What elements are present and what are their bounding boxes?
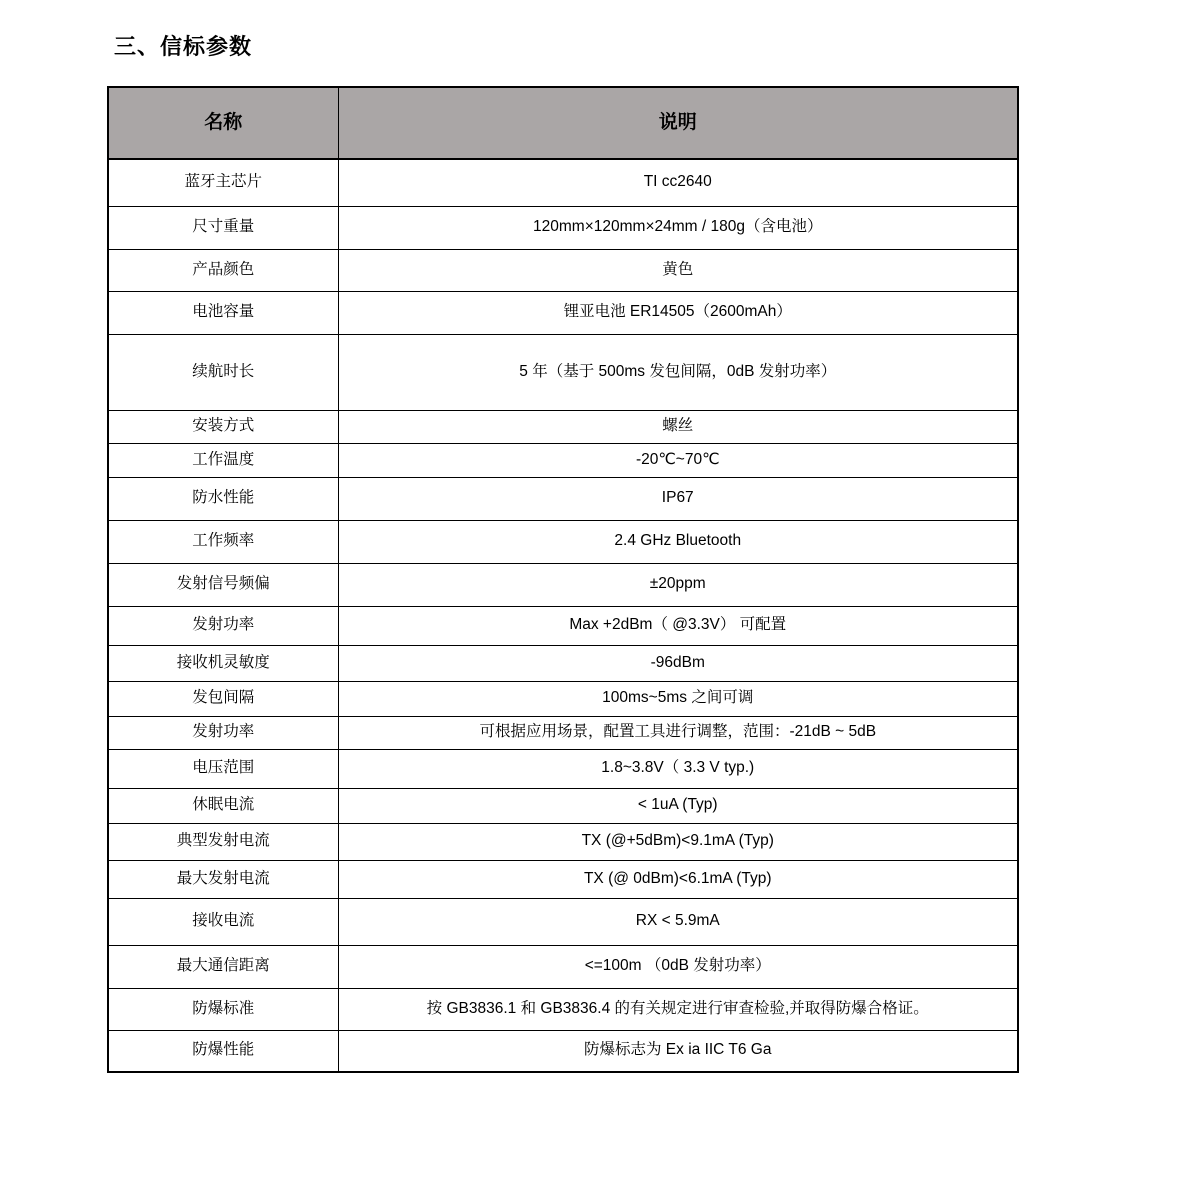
param-name-cell: 典型发射电流 [108, 823, 338, 860]
param-name-cell: 续航时长 [108, 334, 338, 410]
param-value-cell: 1.8~3.8V（ 3.3 V typ.) [338, 749, 1018, 788]
table-row [108, 860, 1018, 898]
table-row [108, 477, 1018, 520]
table-row [108, 520, 1018, 563]
table-row [108, 249, 1018, 291]
param-name-cell: 发射信号频偏 [108, 563, 338, 606]
table-row [108, 945, 1018, 988]
param-name-cell: 发射功率 [108, 716, 338, 749]
param-value-cell: 100ms~5ms 之间可调 [338, 681, 1018, 716]
param-name-cell: 电池容量 [108, 291, 338, 334]
header-cell-value: 说明 [338, 87, 1018, 159]
table-row [108, 606, 1018, 645]
table-row [108, 1030, 1018, 1072]
beacon-parameters-table [107, 86, 1019, 1073]
section-title: 三、信标参数 [114, 34, 253, 59]
table-row [108, 334, 1018, 410]
param-name-cell: 产品颜色 [108, 249, 338, 291]
header-cell-name: 名称 [108, 87, 338, 159]
param-value-cell: 防爆标志为 Ex ia IIC T6 Ga [338, 1030, 1018, 1072]
param-value-cell: -20℃~70℃ [338, 443, 1018, 477]
table-row [108, 443, 1018, 477]
param-value-cell: 120mm×120mm×24mm / 180g（含电池） [338, 206, 1018, 249]
param-value-cell: RX < 5.9mA [338, 898, 1018, 945]
param-value-cell: -96dBm [338, 645, 1018, 681]
param-name-cell: 接收机灵敏度 [108, 645, 338, 681]
param-value-cell: < 1uA (Typ) [338, 788, 1018, 823]
param-name-cell: 尺寸重量 [108, 206, 338, 249]
table-row [108, 206, 1018, 249]
table-row [108, 410, 1018, 443]
table-row [108, 716, 1018, 749]
table-row [108, 823, 1018, 860]
table-header-row [108, 87, 1018, 159]
param-value-cell: TI cc2640 [338, 159, 1018, 206]
param-name-cell: 蓝牙主芯片 [108, 159, 338, 206]
table-row [108, 645, 1018, 681]
param-value-cell: 可根据应用场景，配置工具进行调整，范围：-21dB ~ 5dB [338, 716, 1018, 749]
table-row [108, 788, 1018, 823]
table-row [108, 563, 1018, 606]
param-name-cell: 发射功率 [108, 606, 338, 645]
param-name-cell: 发包间隔 [108, 681, 338, 716]
param-name-cell: 工作温度 [108, 443, 338, 477]
param-name-cell: 休眠电流 [108, 788, 338, 823]
table-row [108, 988, 1018, 1030]
param-name-cell: 防爆性能 [108, 1030, 338, 1072]
param-value-cell: ±20ppm [338, 563, 1018, 606]
param-value-cell: Max +2dBm（ @3.3V） 可配置 [338, 606, 1018, 645]
param-value-cell: TX (@+5dBm)<9.1mA (Typ) [338, 823, 1018, 860]
param-value-cell: 锂亚电池 ER14505（2600mAh） [338, 291, 1018, 334]
param-value-cell: 按 GB3836.1 和 GB3836.4 的有关规定进行审查检验,并取得防爆合格证。 [338, 988, 1018, 1030]
param-value-cell: TX (@ 0dBm)<6.1mA (Typ) [338, 860, 1018, 898]
table-row [108, 749, 1018, 788]
param-value-cell: 螺丝 [338, 410, 1018, 443]
param-name-cell: 安装方式 [108, 410, 338, 443]
param-name-cell: 电压范围 [108, 749, 338, 788]
param-name-cell: 防水性能 [108, 477, 338, 520]
table-row [108, 681, 1018, 716]
param-value-cell: IP67 [338, 477, 1018, 520]
param-value-cell: 5 年（基于 500ms 发包间隔，0dB 发射功率） [338, 334, 1018, 410]
param-name-cell: 防爆标准 [108, 988, 338, 1030]
param-name-cell: 接收电流 [108, 898, 338, 945]
param-value-cell: <=100m （0dB 发射功率） [338, 945, 1018, 988]
table-row [108, 291, 1018, 334]
table-row [108, 159, 1018, 206]
param-name-cell: 最大发射电流 [108, 860, 338, 898]
table-row [108, 898, 1018, 945]
param-name-cell: 最大通信距离 [108, 945, 338, 988]
param-value-cell: 黄色 [338, 249, 1018, 291]
param-value-cell: 2.4 GHz Bluetooth [338, 520, 1018, 563]
param-name-cell: 工作频率 [108, 520, 338, 563]
